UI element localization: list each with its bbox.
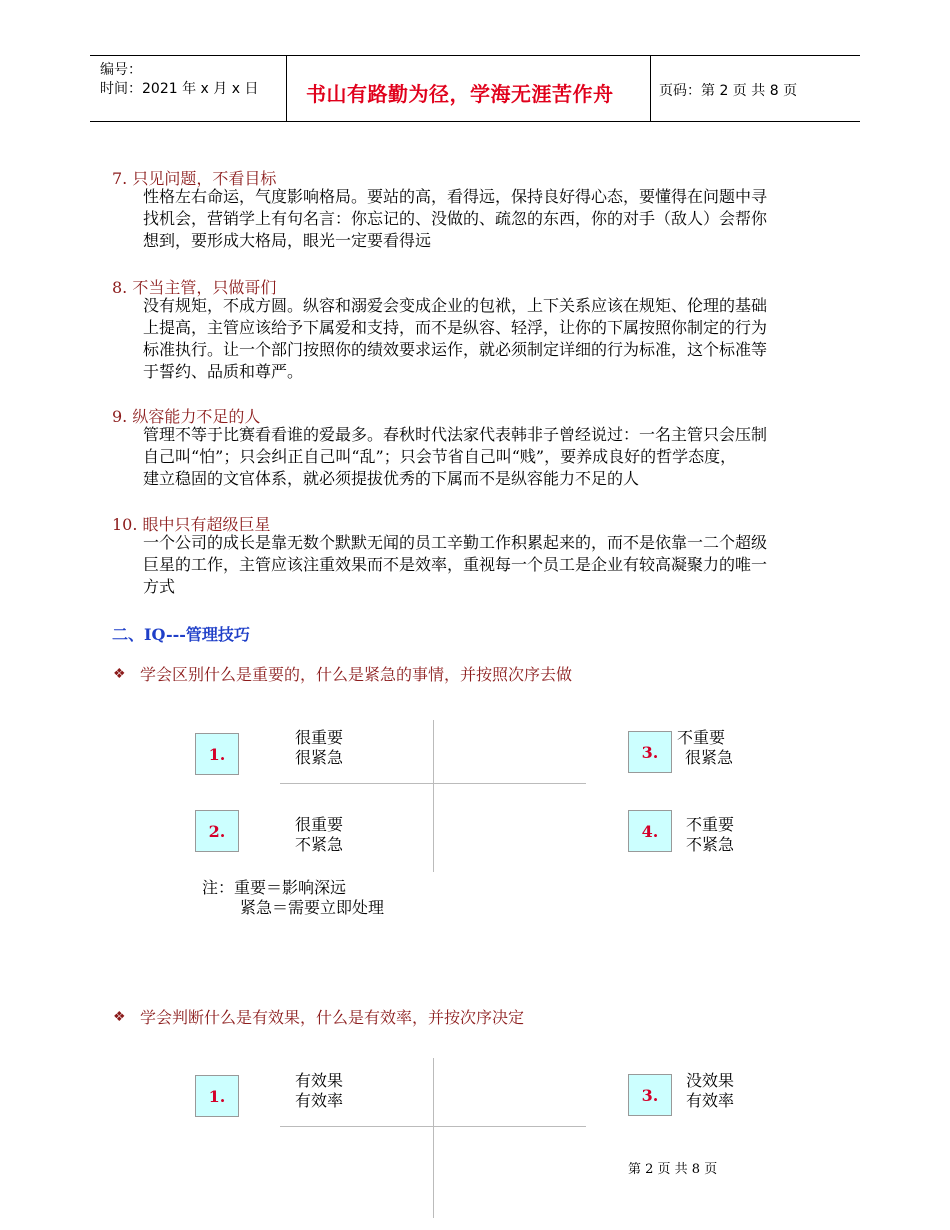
note-line-1: 注：重要＝影响深远 — [202, 878, 347, 897]
header-bottom-rule — [90, 121, 860, 122]
matrix-1-q1-line-1: 很重要 — [295, 728, 344, 747]
matrix-1-q4-box: 4. — [628, 810, 672, 852]
matrix-2-q3-line-2: 有效率 — [686, 1091, 735, 1110]
section-2-title: 二、IQ---管理技巧 — [112, 625, 250, 644]
header-time-label: 时间：2021 年 x 月 x 日 — [100, 81, 259, 97]
header-code-label: 编号： — [100, 62, 142, 78]
item-10-line-3: 方式 — [143, 577, 176, 596]
matrix-1-q1-label — [295, 728, 343, 768]
item-10-line-2: 巨星的工作，主管应该注重效果而不是效率，重视每一个员工是企业有较高凝聚力的唯一 — [143, 555, 768, 574]
matrix-2-horizontal-axis — [280, 1126, 586, 1127]
item-8-body — [143, 295, 873, 383]
bullet-2-text: 学会判断什么是有效果，什么是有效率，并按次序决定 — [140, 1008, 525, 1027]
item-8-line-1: 没有规矩，不成方圆。纵容和溺爱会变成企业的包袱，上下关系应该在规矩、伦理的基础 — [143, 296, 768, 315]
item-7-line-2: 找机会，营销学上有句名言：你忘记的、没做的、疏忽的东西，你的对手（敌人）会帮你 — [143, 209, 768, 228]
item-9-line-3: 建立稳固的文官体系，就必须提拔优秀的下属而不是纵容能力不足的人 — [143, 469, 640, 488]
matrix-1-q3-label — [677, 728, 733, 768]
matrix-1-q4-line-1: 不重要 — [686, 815, 735, 834]
item-10-body — [143, 532, 873, 598]
item-10-line-1: 一个公司的成长是靠无数个默默无闻的员工辛勤工作积累起来的，而不是依靠一二个超级 — [143, 533, 768, 552]
item-10-title: 10. 眼中只有超级巨星 — [112, 515, 271, 534]
matrix-1-vertical-axis — [433, 720, 434, 872]
header-motto: 书山有路勤为径，学海无涯苦作舟 — [306, 82, 614, 106]
header-top-rule — [90, 55, 860, 56]
matrix-2-q3-label — [686, 1071, 734, 1111]
matrix-1-q2-label — [295, 815, 343, 855]
page-footer: 第 2 页 共 8 页 — [628, 1162, 718, 1177]
item-7-line-1: 性格左右命运，气度影响格局。要站的高，看得远，保持良好得心态，要懂得在问题中寻 — [143, 187, 768, 206]
item-7-body — [143, 186, 873, 252]
matrix-1-q1-line-2: 很紧急 — [295, 748, 344, 767]
matrix-1-q2-box: 2. — [195, 810, 239, 852]
matrix-1-q2-line-1: 很重要 — [295, 815, 344, 834]
item-8-title: 8. 不当主管，只做哥们 — [112, 278, 277, 297]
item-7-title: 7. 只见问题，不看目标 — [112, 169, 277, 188]
matrix-1-horizontal-axis — [280, 783, 586, 784]
matrix-1-q1-box: 1. — [195, 733, 239, 775]
matrix-2-q3-box: 3. — [628, 1074, 672, 1116]
note-line-2: 紧急＝需要立即处理 — [240, 898, 385, 917]
diamond-bullet-icon: ❖ — [113, 666, 126, 682]
matrix-2-q1-label — [295, 1071, 343, 1111]
item-9-title: 9. 纵容能力不足的人 — [112, 407, 261, 426]
matrix-1-q2-line-2: 不紧急 — [295, 835, 344, 854]
matrix-2-vertical-axis — [433, 1058, 434, 1218]
item-8-line-3: 标准执行。让一个部门按照你的绩效要求运作，就必须制定详细的行为标准，这个标准等 — [143, 340, 768, 359]
header-page-label: 页码：第 2 页 共 8 页 — [659, 83, 798, 99]
matrix-1-q4-line-2: 不紧急 — [686, 835, 735, 854]
header-divider-left — [286, 55, 287, 121]
matrix-2-q1-box: 1. — [195, 1075, 239, 1117]
item-9-line-1: 管理不等于比赛看看谁的爱最多。春秋时代法家代表韩非子曾经说过：一名主管只会压制 — [143, 425, 768, 444]
matrix-1-note — [202, 878, 384, 918]
matrix-1-q3-line-1: 不重要 — [677, 728, 726, 747]
diamond-bullet-icon: ❖ — [113, 1009, 126, 1025]
matrix-1-q3-line-2: 很紧急 — [685, 748, 734, 767]
matrix-2-q1-line-2: 有效率 — [295, 1091, 344, 1110]
matrix-2-q3-line-1: 没效果 — [686, 1071, 735, 1090]
item-8-line-2: 上提高，主管应该给予下属爱和支持，而不是纵容、轻浮，让你的下属按照你制定的行为 — [143, 318, 768, 337]
item-8-line-4: 于誓约、品质和尊严。 — [143, 362, 304, 381]
item-7-line-3: 想到，要形成大格局，眼光一定要看得远 — [143, 231, 432, 250]
matrix-2-q1-line-1: 有效果 — [295, 1071, 344, 1090]
header-divider-right — [650, 55, 651, 121]
bullet-1-text: 学会区别什么是重要的，什么是紧急的事情，并按照次序去做 — [140, 665, 573, 684]
item-9-body — [143, 424, 883, 490]
matrix-1-q3-box: 3. — [628, 731, 672, 773]
matrix-1-q4-label — [686, 815, 734, 855]
item-9-line-2: 自己叫“怕”；只会纠正自己叫“乱”；只会节省自己叫“贱”，要养成良好的哲学态度， — [143, 447, 737, 466]
